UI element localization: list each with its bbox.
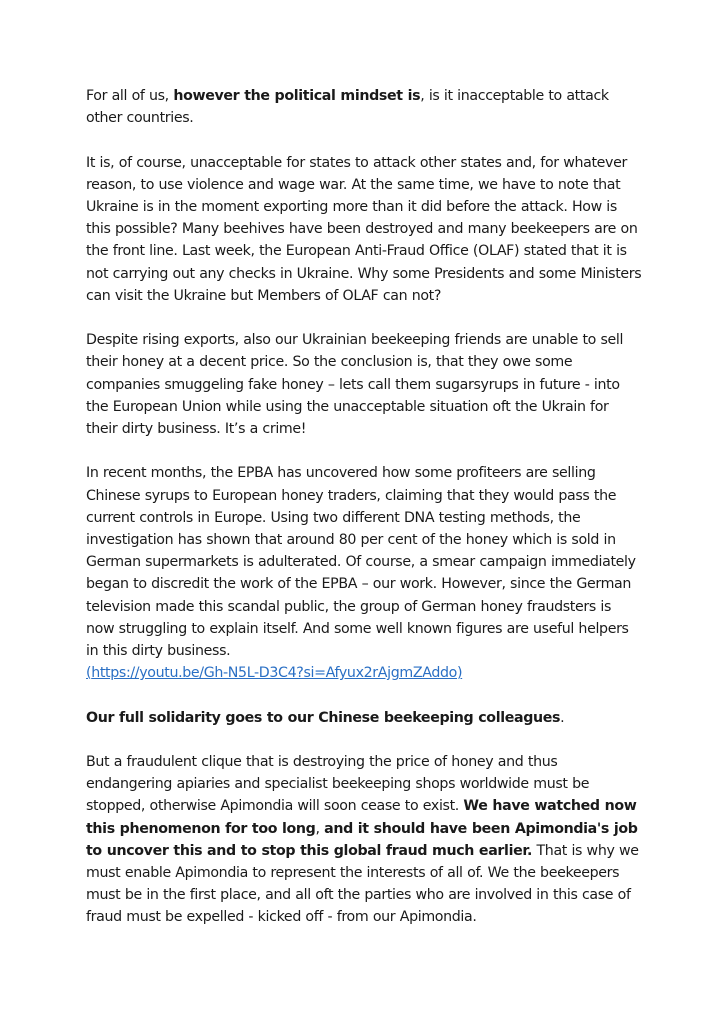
bold-run: and it should have been Apimondia's job to uncover this and to stop this global fraud much earlier. [86, 820, 638, 859]
text-run: It is, of course, unacceptable for states to attack other states and, for whatever reason, to use violence and wage war. At the same time, we have to note that Ukraine is in the moment exporting more than it did before the attack. How is this possible? Many beehives have been destroyed and many beekeepers are on the front line. Last week, the European Anti-Fraud Office (OLAF) stated that it is not carrying out any checks in Ukraine. Why some Presidents and some Ministers can visit the Ukraine but Members of OLAF can not? [86, 154, 642, 304]
youtube-link[interactable]: https://youtu.be/Gh-N5L-D3C4?si=Afyux2rAjgmZAddo [91, 665, 457, 682]
text-run: But a fraudulent clique that is destroying the price of honey and thus endangering apiaries and specialist beekeeping shops worldwide must be stopped, otherwise Apimondia will soon cease to exist. [86, 754, 590, 815]
text-run: , [315, 820, 325, 837]
link-close-paren: ) [456, 665, 463, 682]
paragraph-fraudulent-clique [86, 751, 642, 929]
paragraph-political-mindset [86, 85, 642, 129]
paragraph-ukrainian-beekeepers [86, 329, 642, 440]
paragraph-ukraine-exports [86, 152, 642, 307]
bold-run: We have watched now this phenomenon for too long [86, 798, 637, 837]
text-run: In recent months, the EPBA has uncovered how some profiteers are selling Chinese syrups to European honey traders, claiming that they would pass the current controls in Europe. Using two different DNA testing methods, the investigation has shown that around 80 per cent of the honey which is sold in German supermarkets is adulterated. Of course, a smear campaign immediately began to discredit the work of the EPBA – our work. However, since the German television made this scandal public, the group of German honey fraudsters is now struggling to explain itself. And some well known figures are useful helpers in this dirty business. [86, 465, 636, 660]
bold-run: Our full solidarity goes to our Chinese beekeeping colleagues [86, 709, 561, 726]
text-run: For all of us, [86, 88, 174, 104]
text-run: That is why we must enable Apimondia to represent the interests of all of. We the beekeepers must be in the first place, and all oft the parties who are involved in this case of fraud must be expelled - kicked off - from our Apimondia. [86, 842, 639, 926]
link-open-paren: ( [86, 665, 92, 682]
text-run: Despite rising exports, also our Ukrainian beekeeping friends are unable to sell their honey at a decent price. So the conclusion is, that they owe some companies smuggeling fake honey – lets call them sugarsyrups in future - into the European Union while using the unacceptable situation oft the Ukrain for their dirty business. It’s a crime! [86, 332, 624, 438]
text-run: . [560, 709, 565, 726]
text-run: , is it inacceptable to attack other countries. [86, 88, 609, 127]
paragraph-solidarity [86, 707, 642, 729]
bold-run: however the political mindset is [173, 88, 421, 104]
document-body [86, 85, 642, 951]
paragraph-epba-investigation [86, 462, 642, 684]
